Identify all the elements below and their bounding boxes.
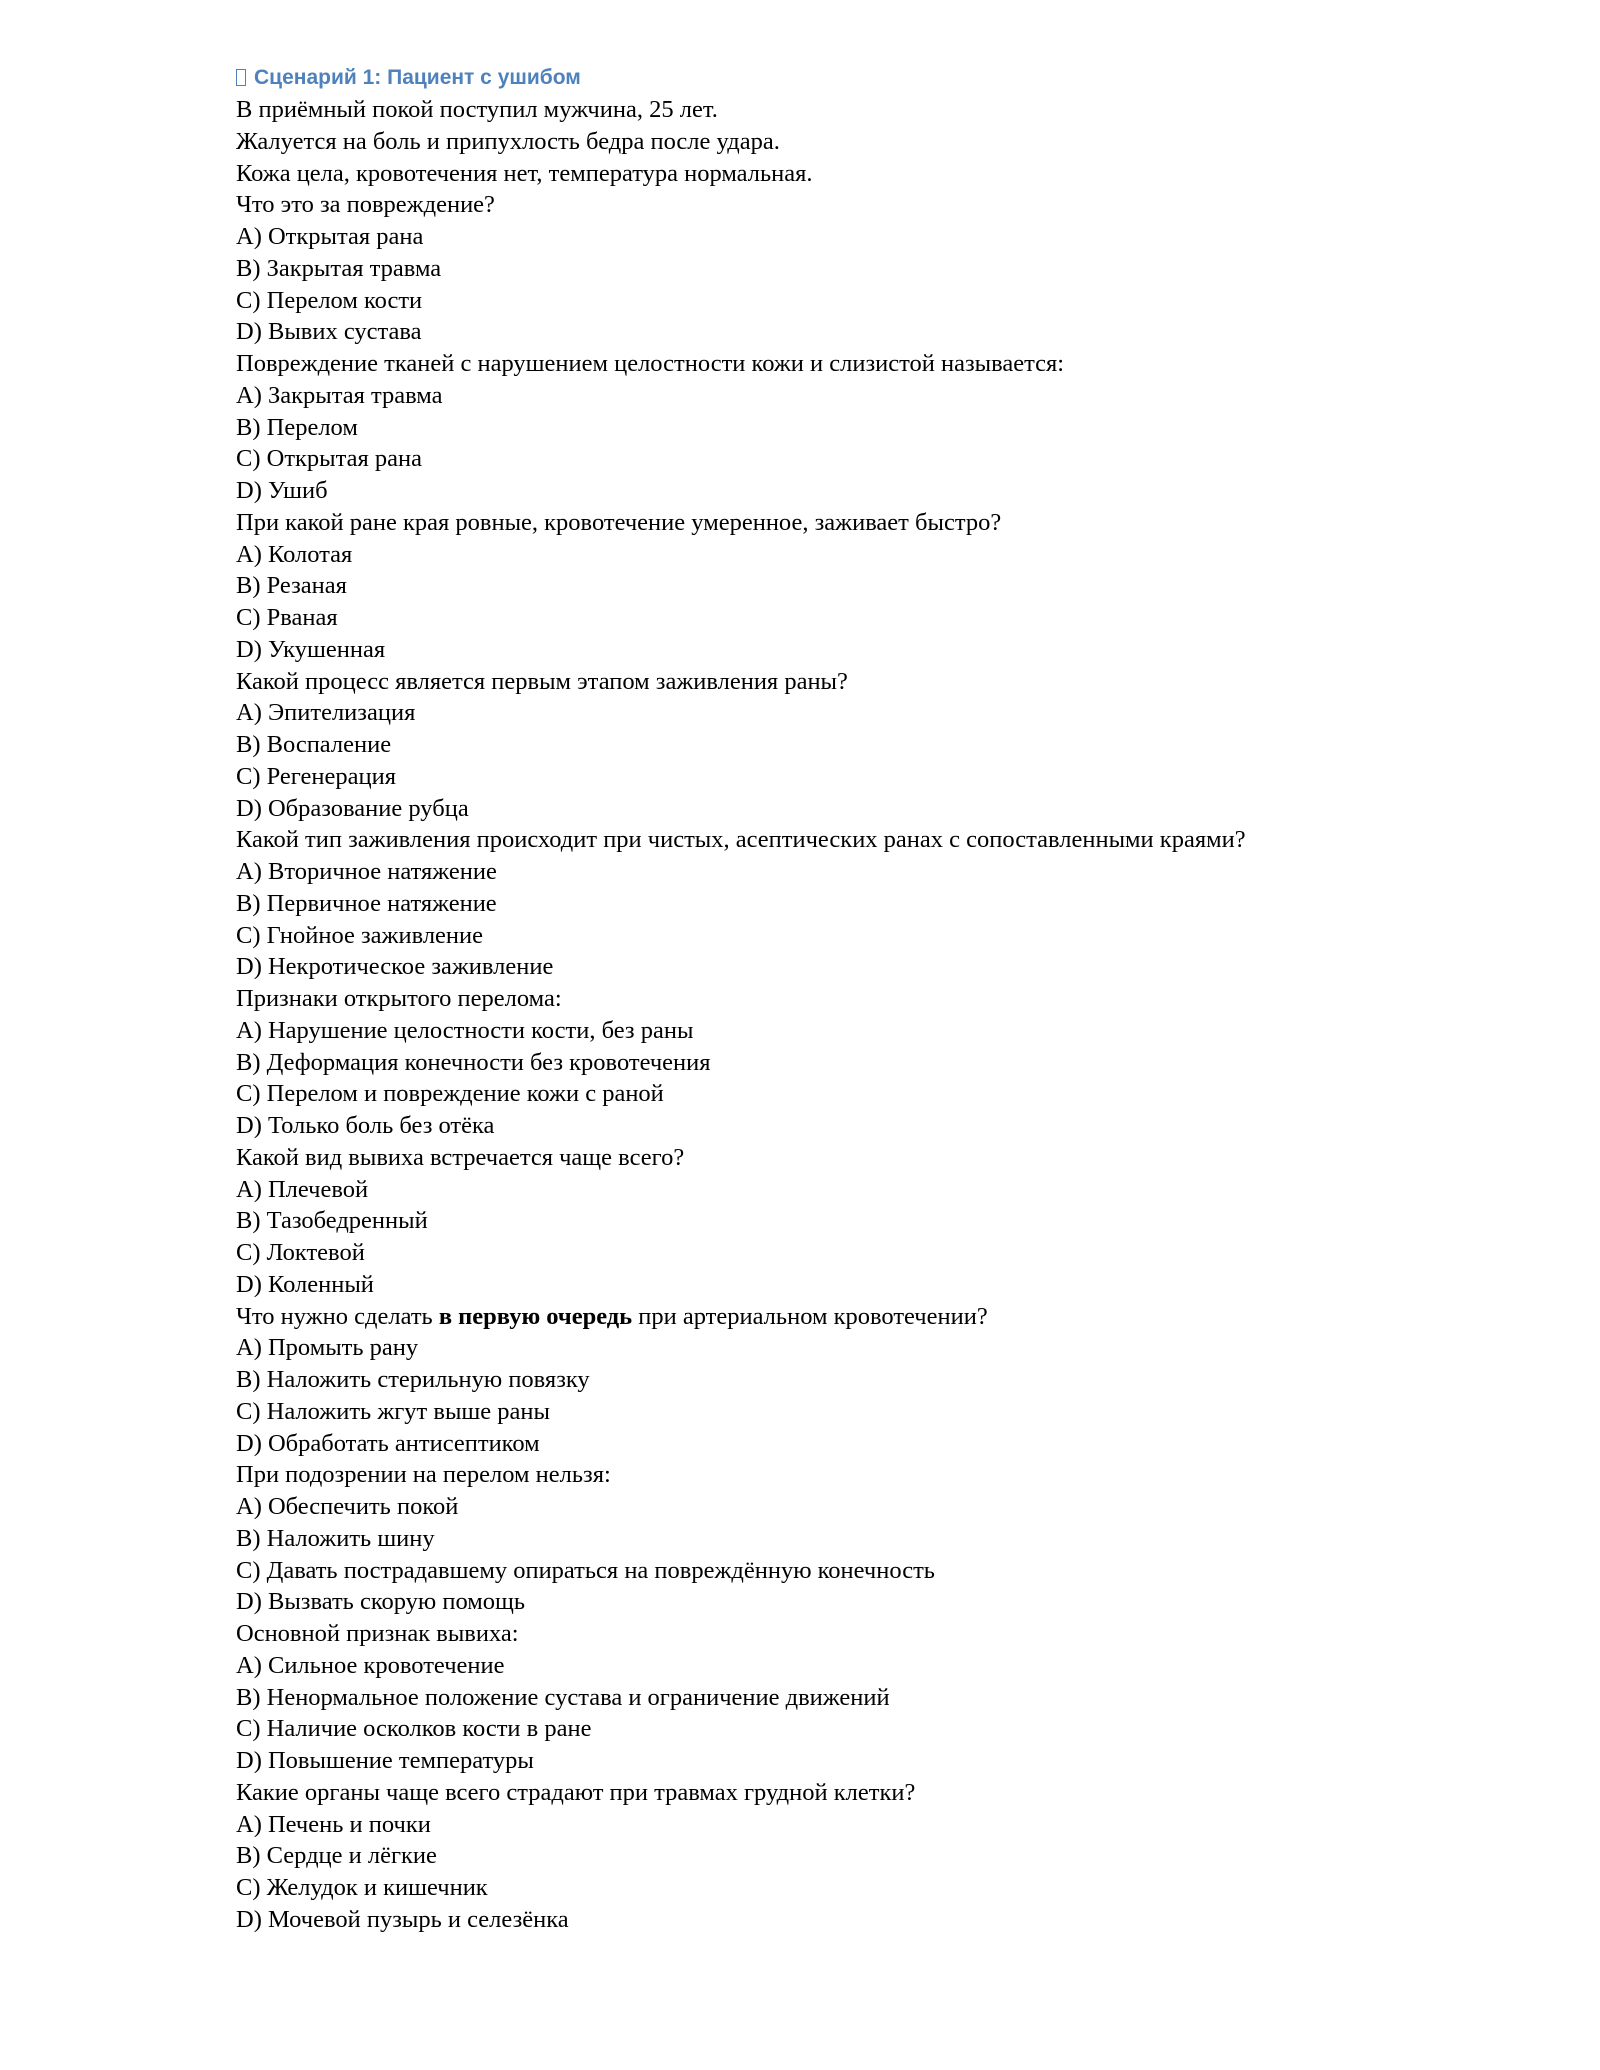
answer-option: A) Нарушение целостности кости, без раны (236, 1016, 694, 1044)
answer-option: B) Резаная (236, 572, 347, 600)
answer-option: D) Коленный (236, 1270, 374, 1298)
answer-option: A) Печень и почки (236, 1810, 431, 1838)
answer-option: D) Вызвать скорую помощь (236, 1588, 526, 1616)
answer-option: B) Сердце и лёгкие (236, 1842, 437, 1870)
answer-option: C) Гнойное заживление (236, 921, 484, 949)
answer-option: A) Сильное кровотечение (236, 1651, 505, 1679)
question-text: Какой процесс является первым этапом заживления раны? (236, 667, 848, 695)
answer-option: C) Наложить жгут выше раны (236, 1397, 550, 1425)
answer-option: A) Эпителизация (236, 699, 416, 727)
scenario-heading-text: Сценарий 1: Пациент с ушибом (254, 66, 581, 89)
answer-option: D) Некротическое заживление (236, 953, 554, 981)
question-text (236, 1301, 1376, 1333)
answer-option: D) Повышение температуры (236, 1747, 534, 1774)
intro-line: В приёмный покой поступил мужчина, 25 лет. (236, 96, 718, 123)
answer-option: A) Вторичное натяжение (236, 858, 497, 885)
answer-option: C) Наличие осколков кости в ране (236, 1715, 592, 1743)
answer-option: C) Открытая рана (236, 445, 423, 473)
question-emphasis: в первую очередь (438, 1302, 633, 1330)
answer-option: A) Промыть рану (236, 1334, 419, 1362)
answer-option: B) Деформация конечности без кровотечения (236, 1048, 711, 1076)
question-text-part: Что нужно сделать (236, 1302, 439, 1330)
question-text: Какой тип заживления происходит при чистых, асептических ранах с сопоставленными краями? (236, 826, 1246, 854)
answer-option: B) Наложить шину (236, 1524, 435, 1552)
answer-option: C) Рваная (236, 604, 338, 631)
answer-option: A) Плечевой (236, 1175, 369, 1203)
answer-option: C) Перелом кости (236, 286, 423, 314)
question-text: Что это за повреждение? (236, 191, 495, 219)
question-text: Какой вид вывиха встречается чаще всего? (236, 1143, 685, 1171)
document-page (236, 62, 1376, 1936)
question-text: Основной признак вывиха: (236, 1620, 519, 1647)
answer-option: D) Обработать антисептиком (236, 1429, 540, 1457)
question-text: Повреждение тканей с нарушением целостности кожи и слизистой называется: (236, 350, 1065, 377)
answer-option: D) Образование рубца (236, 794, 469, 822)
answer-option: D) Мочевой пузырь и селезёнка (236, 1905, 569, 1933)
scenario-heading (236, 62, 1376, 94)
answer-option: D) Ушиб (236, 477, 328, 504)
missing-glyph-icon (236, 69, 246, 86)
answer-option: B) Первичное натяжение (236, 889, 497, 917)
question-text: Признаки открытого перелома: (236, 985, 562, 1012)
answer-option: D) Укушенная (236, 635, 386, 663)
answer-option: B) Тазобедренный (236, 1207, 428, 1235)
question-text-part: при артериальном кровотечении? (632, 1302, 988, 1330)
answer-option: C) Перелом и повреждение кожи с раной (236, 1080, 664, 1108)
answer-option: A) Колотая (236, 540, 353, 568)
question-text: При какой ране края ровные, кровотечение умеренное, заживает быстро? (236, 508, 1002, 536)
question-text: При подозрении на перелом нельзя: (236, 1461, 611, 1489)
answer-option: B) Наложить стерильную повязку (236, 1366, 590, 1393)
document-body (236, 94, 1376, 1936)
answer-option: A) Обеспечить покой (236, 1493, 459, 1520)
answer-option: B) Воспаление (236, 731, 392, 758)
answer-option: B) Ненормальное положение сустава и ограничение движений (236, 1683, 890, 1711)
answer-option: C) Давать пострадавшему опираться на повреждённую конечность (236, 1556, 935, 1584)
answer-option: C) Локтевой (236, 1239, 365, 1266)
answer-option: B) Перелом (236, 413, 358, 441)
answer-option: A) Закрытая травма (236, 381, 443, 409)
question-text: Какие органы чаще всего страдают при травмах грудной клетки? (236, 1778, 916, 1806)
answer-option: C) Желудок и кишечник (236, 1874, 488, 1901)
answer-option: A) Открытая рана (236, 223, 424, 250)
answer-option: C) Регенерация (236, 762, 397, 790)
answer-option: B) Закрытая травма (236, 254, 442, 282)
intro-line: Жалуется на боль и припухлость бедра после удара. (236, 127, 780, 155)
intro-line: Кожа цела, кровотечения нет, температура нормальная. (236, 159, 813, 187)
answer-option: D) Вывих сустава (236, 318, 422, 346)
answer-option: D) Только боль без отёка (236, 1112, 495, 1139)
